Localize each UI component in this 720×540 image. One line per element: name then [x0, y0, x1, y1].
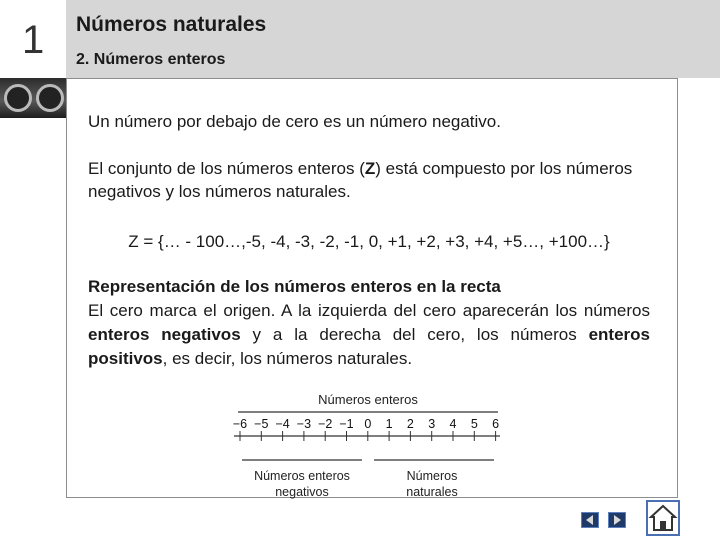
- next-button[interactable]: [608, 512, 626, 528]
- paragraph-integer-set: [88, 157, 650, 203]
- tick-label: −3: [296, 417, 312, 431]
- tick-label: 5: [470, 417, 478, 431]
- negatives-label-line2: negativos: [275, 485, 329, 499]
- section-heading: Representación de los números enteros en la recta: [88, 277, 501, 296]
- negatives-label-line1: Números enteros: [254, 469, 350, 483]
- slide-subtitle: 2. Números enteros: [76, 51, 226, 68]
- tick-label: −2: [318, 417, 333, 431]
- home-button[interactable]: [646, 500, 680, 536]
- number-line-figure: [228, 388, 510, 504]
- paragraph-negative-numbers: Un número por debajo de cero es un número negativo.: [88, 112, 501, 131]
- chapter-number: 1: [22, 18, 45, 62]
- slide-title: Números naturales: [76, 13, 267, 36]
- tick-label: 6: [492, 417, 500, 431]
- tick-group: [233, 417, 499, 441]
- tick-label: 0: [364, 417, 372, 431]
- naturals-label-line1: Números: [406, 469, 458, 483]
- tick-label: 3: [428, 417, 436, 431]
- arrow-right-icon: [609, 513, 625, 527]
- tick-label: −1: [339, 417, 354, 431]
- tick-label: −6: [232, 417, 248, 431]
- p3-bold-positive: enteros positivos: [88, 325, 650, 368]
- p3-text-3: , es decir, los números naturales.: [162, 349, 413, 368]
- paragraph-origin: [88, 299, 650, 371]
- tick-label: 4: [449, 417, 457, 431]
- paragraph2-text-start: El conjunto de los números enteros (: [88, 159, 365, 178]
- p3-text-2: y a la derecha del cero, los números: [240, 325, 589, 344]
- dashboard-thumbnail-image: [0, 78, 66, 118]
- arrow-left-icon: [582, 513, 598, 527]
- tick-label: −4: [275, 417, 290, 431]
- tick-label: 2: [406, 417, 414, 431]
- number-line-top-label: Números enteros: [318, 392, 418, 407]
- integer-symbol: Z: [364, 159, 376, 178]
- tick-label: 1: [385, 417, 393, 431]
- p3-bold-negative: enteros negativos: [88, 325, 241, 344]
- tick-label: −5: [254, 417, 269, 431]
- naturals-label-line2: naturales: [406, 485, 458, 499]
- p3-text-1: El cero marca el origen. A la izquierda del cero aparecerán los números: [88, 301, 650, 320]
- previous-button[interactable]: [581, 512, 599, 528]
- paragraph2-text-end: ) está compuesto por los números negativos y los números naturales.: [88, 159, 633, 201]
- home-icon: [648, 502, 678, 534]
- set-expression: Z = {… - 100…,-5, -4, -3, -2, -1, 0, +1, +2, +3, +4, +5…, +100…}: [128, 232, 610, 251]
